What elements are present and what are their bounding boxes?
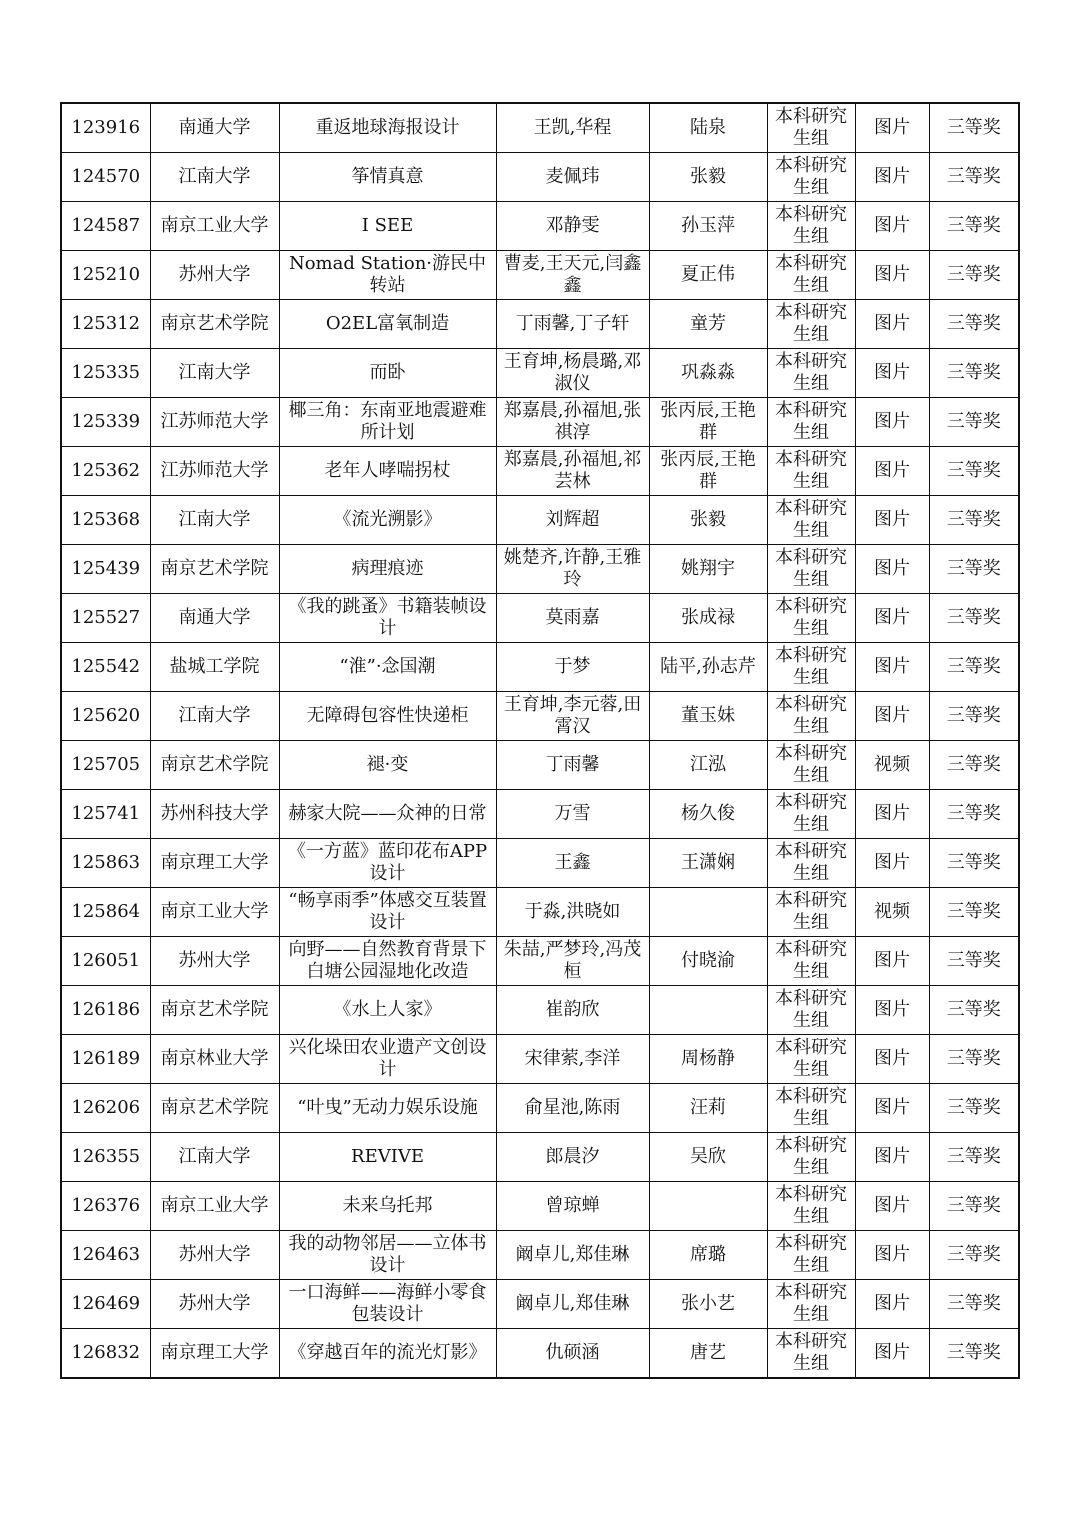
category-cell: 图片 xyxy=(855,447,929,496)
school-cell: 南京艺术学院 xyxy=(150,986,279,1035)
category-cell: 图片 xyxy=(855,594,929,643)
award-cell: 三等奖 xyxy=(929,447,1019,496)
award-cell: 三等奖 xyxy=(929,839,1019,888)
category-cell: 图片 xyxy=(855,202,929,251)
school-cell: 苏州科技大学 xyxy=(150,790,279,839)
group-cell: 本科研究生组 xyxy=(767,447,855,496)
award-cell: 三等奖 xyxy=(929,643,1019,692)
school-cell: 南京艺术学院 xyxy=(150,741,279,790)
group-cell: 本科研究生组 xyxy=(767,398,855,447)
award-cell: 三等奖 xyxy=(929,103,1019,153)
group-cell: 本科研究生组 xyxy=(767,986,855,1035)
group-cell: 本科研究生组 xyxy=(767,300,855,349)
entry-id-cell: 125335 xyxy=(61,349,150,398)
group-cell: 本科研究生组 xyxy=(767,790,855,839)
work-title-cell: “畅享雨季”体感交互装置设计 xyxy=(279,888,496,937)
authors-cell: 朱喆,严梦玲,冯茂桓 xyxy=(496,937,649,986)
advisor-cell: 张成禄 xyxy=(649,594,767,643)
school-cell: 南通大学 xyxy=(150,594,279,643)
work-title-cell: 椰三角：东南亚地震避难所计划 xyxy=(279,398,496,447)
entry-id-cell: 125863 xyxy=(61,839,150,888)
table-row xyxy=(61,545,1019,594)
award-cell: 三等奖 xyxy=(929,1182,1019,1231)
category-cell: 图片 xyxy=(855,103,929,153)
authors-cell: 王凯,华程 xyxy=(496,103,649,153)
group-cell: 本科研究生组 xyxy=(767,1035,855,1084)
work-title-cell: 而卧 xyxy=(279,349,496,398)
work-title-cell: 我的动物邻居——立体书设计 xyxy=(279,1231,496,1280)
advisor-cell: 陆泉 xyxy=(649,103,767,153)
category-cell: 图片 xyxy=(855,1182,929,1231)
authors-cell: 宋律萦,李洋 xyxy=(496,1035,649,1084)
table-row xyxy=(61,300,1019,349)
school-cell: 苏州大学 xyxy=(150,1231,279,1280)
school-cell: 南京工业大学 xyxy=(150,1182,279,1231)
category-cell: 图片 xyxy=(855,300,929,349)
group-cell: 本科研究生组 xyxy=(767,251,855,300)
table-row xyxy=(61,398,1019,447)
entry-id-cell: 125439 xyxy=(61,545,150,594)
school-cell: 苏州大学 xyxy=(150,937,279,986)
school-cell: 江南大学 xyxy=(150,349,279,398)
entry-id-cell: 126376 xyxy=(61,1182,150,1231)
school-cell: 南京理工大学 xyxy=(150,1329,279,1379)
advisor-cell: 江泓 xyxy=(649,741,767,790)
category-cell: 图片 xyxy=(855,1231,929,1280)
school-cell: 南京理工大学 xyxy=(150,839,279,888)
award-cell: 三等奖 xyxy=(929,1329,1019,1379)
group-cell: 本科研究生组 xyxy=(767,594,855,643)
authors-cell: 郑嘉晨,孙福旭,张祺淳 xyxy=(496,398,649,447)
category-cell: 图片 xyxy=(855,1035,929,1084)
work-title-cell: 未来乌托邦 xyxy=(279,1182,496,1231)
advisor-cell: 席璐 xyxy=(649,1231,767,1280)
table-row xyxy=(61,447,1019,496)
entry-id-cell: 125312 xyxy=(61,300,150,349)
entry-id-cell: 125210 xyxy=(61,251,150,300)
category-cell: 图片 xyxy=(855,398,929,447)
work-title-cell: Nomad Station·游民中转站 xyxy=(279,251,496,300)
authors-cell: 崔韵欣 xyxy=(496,986,649,1035)
entry-id-cell: 125542 xyxy=(61,643,150,692)
group-cell: 本科研究生组 xyxy=(767,545,855,594)
school-cell: 江南大学 xyxy=(150,496,279,545)
category-cell: 图片 xyxy=(855,692,929,741)
work-title-cell: 向野——自然教育背景下白塘公园湿地化改造 xyxy=(279,937,496,986)
advisor-cell: 巩淼淼 xyxy=(649,349,767,398)
work-title-cell: 《流光溯影》 xyxy=(279,496,496,545)
category-cell: 视频 xyxy=(855,888,929,937)
entry-id-cell: 125368 xyxy=(61,496,150,545)
award-cell: 三等奖 xyxy=(929,398,1019,447)
award-cell: 三等奖 xyxy=(929,251,1019,300)
award-cell: 三等奖 xyxy=(929,496,1019,545)
entry-id-cell: 125741 xyxy=(61,790,150,839)
awards-table xyxy=(60,102,1020,1379)
advisor-cell: 付晓渝 xyxy=(649,937,767,986)
group-cell: 本科研究生组 xyxy=(767,103,855,153)
authors-cell: 俞星池,陈雨 xyxy=(496,1084,649,1133)
category-cell: 图片 xyxy=(855,839,929,888)
work-title-cell: 老年人哮喘拐杖 xyxy=(279,447,496,496)
work-title-cell: 褪·变 xyxy=(279,741,496,790)
school-cell: 南京艺术学院 xyxy=(150,1084,279,1133)
group-cell: 本科研究生组 xyxy=(767,202,855,251)
advisor-cell: 唐艺 xyxy=(649,1329,767,1379)
table-row xyxy=(61,1133,1019,1182)
group-cell: 本科研究生组 xyxy=(767,888,855,937)
table-row xyxy=(61,153,1019,202)
award-cell: 三等奖 xyxy=(929,545,1019,594)
work-title-cell: 《穿越百年的流光灯影》 xyxy=(279,1329,496,1379)
table-row xyxy=(61,643,1019,692)
work-title-cell: 无障碍包容性快递柜 xyxy=(279,692,496,741)
category-cell: 图片 xyxy=(855,1329,929,1379)
category-cell: 图片 xyxy=(855,496,929,545)
category-cell: 图片 xyxy=(855,643,929,692)
entry-id-cell: 126206 xyxy=(61,1084,150,1133)
authors-cell: 曹麦,王天元,闫鑫鑫 xyxy=(496,251,649,300)
work-title-cell: 兴化垛田农业遗产文创设计 xyxy=(279,1035,496,1084)
award-cell: 三等奖 xyxy=(929,790,1019,839)
advisor-cell xyxy=(649,986,767,1035)
school-cell: 江苏师范大学 xyxy=(150,447,279,496)
group-cell: 本科研究生组 xyxy=(767,1084,855,1133)
school-cell: 南京艺术学院 xyxy=(150,300,279,349)
award-cell: 三等奖 xyxy=(929,1280,1019,1329)
school-cell: 江苏师范大学 xyxy=(150,398,279,447)
group-cell: 本科研究生组 xyxy=(767,496,855,545)
award-cell: 三等奖 xyxy=(929,153,1019,202)
work-title-cell: 一口海鲜——海鲜小零食包装设计 xyxy=(279,1280,496,1329)
entry-id-cell: 126186 xyxy=(61,986,150,1035)
work-title-cell: 《我的跳蚤》书籍装帧设计 xyxy=(279,594,496,643)
table-row xyxy=(61,986,1019,1035)
authors-cell: 郑嘉晨,孙福旭,祁芸林 xyxy=(496,447,649,496)
award-cell: 三等奖 xyxy=(929,1084,1019,1133)
authors-cell: 王鑫 xyxy=(496,839,649,888)
award-cell: 三等奖 xyxy=(929,202,1019,251)
table-row xyxy=(61,888,1019,937)
table-row xyxy=(61,1035,1019,1084)
advisor-cell xyxy=(649,888,767,937)
table-row xyxy=(61,692,1019,741)
category-cell: 图片 xyxy=(855,937,929,986)
award-cell: 三等奖 xyxy=(929,1035,1019,1084)
award-cell: 三等奖 xyxy=(929,692,1019,741)
entry-id-cell: 126463 xyxy=(61,1231,150,1280)
category-cell: 图片 xyxy=(855,153,929,202)
school-cell: 南京林业大学 xyxy=(150,1035,279,1084)
school-cell: 苏州大学 xyxy=(150,1280,279,1329)
entry-id-cell: 124587 xyxy=(61,202,150,251)
entry-id-cell: 126832 xyxy=(61,1329,150,1379)
work-title-cell: 重返地球海报设计 xyxy=(279,103,496,153)
group-cell: 本科研究生组 xyxy=(767,153,855,202)
school-cell: 盐城工学院 xyxy=(150,643,279,692)
table-row xyxy=(61,1231,1019,1280)
category-cell: 图片 xyxy=(855,349,929,398)
category-cell: 图片 xyxy=(855,986,929,1035)
authors-cell: 刘辉超 xyxy=(496,496,649,545)
award-cell: 三等奖 xyxy=(929,349,1019,398)
authors-cell: 郎晨汐 xyxy=(496,1133,649,1182)
entry-id-cell: 125339 xyxy=(61,398,150,447)
school-cell: 南京工业大学 xyxy=(150,202,279,251)
work-title-cell: 赫家大院——众神的日常 xyxy=(279,790,496,839)
advisor-cell: 董玉妹 xyxy=(649,692,767,741)
category-cell: 图片 xyxy=(855,1133,929,1182)
award-cell: 三等奖 xyxy=(929,888,1019,937)
table-row xyxy=(61,1182,1019,1231)
advisor-cell: 张毅 xyxy=(649,153,767,202)
group-cell: 本科研究生组 xyxy=(767,1280,855,1329)
award-cell: 三等奖 xyxy=(929,594,1019,643)
category-cell: 图片 xyxy=(855,251,929,300)
table-row xyxy=(61,349,1019,398)
advisor-cell: 汪莉 xyxy=(649,1084,767,1133)
advisor-cell: 夏正伟 xyxy=(649,251,767,300)
category-cell: 图片 xyxy=(855,790,929,839)
group-cell: 本科研究生组 xyxy=(767,1133,855,1182)
entry-id-cell: 125864 xyxy=(61,888,150,937)
award-cell: 三等奖 xyxy=(929,1133,1019,1182)
school-cell: 江南大学 xyxy=(150,1133,279,1182)
advisor-cell: 孙玉萍 xyxy=(649,202,767,251)
entry-id-cell: 125620 xyxy=(61,692,150,741)
entry-id-cell: 124570 xyxy=(61,153,150,202)
group-cell: 本科研究生组 xyxy=(767,349,855,398)
work-title-cell: “淮”·念国潮 xyxy=(279,643,496,692)
authors-cell: 阚卓儿,郑佳琳 xyxy=(496,1280,649,1329)
category-cell: 图片 xyxy=(855,1084,929,1133)
advisor-cell: 杨久俊 xyxy=(649,790,767,839)
work-title-cell: 《水上人家》 xyxy=(279,986,496,1035)
advisor-cell: 周杨静 xyxy=(649,1035,767,1084)
school-cell: 江南大学 xyxy=(150,692,279,741)
advisor-cell: 吴欣 xyxy=(649,1133,767,1182)
work-title-cell: REVIVE xyxy=(279,1133,496,1182)
group-cell: 本科研究生组 xyxy=(767,1231,855,1280)
advisor-cell: 张丙辰,王艳群 xyxy=(649,447,767,496)
authors-cell: 麦佩玮 xyxy=(496,153,649,202)
school-cell: 南京工业大学 xyxy=(150,888,279,937)
advisor-cell: 陆平,孙志芹 xyxy=(649,643,767,692)
advisor-cell xyxy=(649,1182,767,1231)
work-title-cell: “叶曳”无动力娱乐设施 xyxy=(279,1084,496,1133)
school-cell: 苏州大学 xyxy=(150,251,279,300)
award-cell: 三等奖 xyxy=(929,300,1019,349)
table-row xyxy=(61,496,1019,545)
school-cell: 江南大学 xyxy=(150,153,279,202)
category-cell: 图片 xyxy=(855,545,929,594)
award-cell: 三等奖 xyxy=(929,741,1019,790)
table-row xyxy=(61,790,1019,839)
advisor-cell: 张毅 xyxy=(649,496,767,545)
work-title-cell: O2EL富氧制造 xyxy=(279,300,496,349)
authors-cell: 于梦 xyxy=(496,643,649,692)
authors-cell: 王育坤,李元蓉,田霄汉 xyxy=(496,692,649,741)
authors-cell: 于淼,洪晓如 xyxy=(496,888,649,937)
award-cell: 三等奖 xyxy=(929,1231,1019,1280)
school-cell: 南通大学 xyxy=(150,103,279,153)
entry-id-cell: 125527 xyxy=(61,594,150,643)
category-cell: 视频 xyxy=(855,741,929,790)
award-cell: 三等奖 xyxy=(929,986,1019,1035)
table-row xyxy=(61,937,1019,986)
entry-id-cell: 126469 xyxy=(61,1280,150,1329)
authors-cell: 仇硕涵 xyxy=(496,1329,649,1379)
group-cell: 本科研究生组 xyxy=(767,839,855,888)
table-row xyxy=(61,1084,1019,1133)
advisor-cell: 王潇娴 xyxy=(649,839,767,888)
table-row xyxy=(61,202,1019,251)
advisor-cell: 姚翔宇 xyxy=(649,545,767,594)
table-row xyxy=(61,839,1019,888)
authors-cell: 丁雨馨 xyxy=(496,741,649,790)
entry-id-cell: 123916 xyxy=(61,103,150,153)
work-title-cell: 病理痕迹 xyxy=(279,545,496,594)
authors-cell: 王育坤,杨晨璐,邓淑仪 xyxy=(496,349,649,398)
table-row xyxy=(61,103,1019,153)
advisor-cell: 张小艺 xyxy=(649,1280,767,1329)
authors-cell: 丁雨馨,丁子轩 xyxy=(496,300,649,349)
group-cell: 本科研究生组 xyxy=(767,692,855,741)
advisor-cell: 张丙辰,王艳群 xyxy=(649,398,767,447)
group-cell: 本科研究生组 xyxy=(767,643,855,692)
entry-id-cell: 126051 xyxy=(61,937,150,986)
table-row xyxy=(61,251,1019,300)
group-cell: 本科研究生组 xyxy=(767,741,855,790)
table-row xyxy=(61,1329,1019,1379)
entry-id-cell: 125362 xyxy=(61,447,150,496)
category-cell: 图片 xyxy=(855,1280,929,1329)
work-title-cell: I SEE xyxy=(279,202,496,251)
school-cell: 南京艺术学院 xyxy=(150,545,279,594)
authors-cell: 邓静雯 xyxy=(496,202,649,251)
table-row xyxy=(61,1280,1019,1329)
authors-cell: 姚楚齐,许静,王雅玲 xyxy=(496,545,649,594)
table-body xyxy=(61,103,1019,1378)
entry-id-cell: 126355 xyxy=(61,1133,150,1182)
group-cell: 本科研究生组 xyxy=(767,1182,855,1231)
work-title-cell: 《一方蓝》蓝印花布APP设计 xyxy=(279,839,496,888)
entry-id-cell: 126189 xyxy=(61,1035,150,1084)
group-cell: 本科研究生组 xyxy=(767,1329,855,1379)
work-title-cell: 筝情真意 xyxy=(279,153,496,202)
advisor-cell: 童芳 xyxy=(649,300,767,349)
table-row xyxy=(61,594,1019,643)
authors-cell: 曾琼蝉 xyxy=(496,1182,649,1231)
authors-cell: 阚卓儿,郑佳琳 xyxy=(496,1231,649,1280)
award-cell: 三等奖 xyxy=(929,937,1019,986)
table-row xyxy=(61,741,1019,790)
entry-id-cell: 125705 xyxy=(61,741,150,790)
group-cell: 本科研究生组 xyxy=(767,937,855,986)
authors-cell: 万雪 xyxy=(496,790,649,839)
authors-cell: 莫雨嘉 xyxy=(496,594,649,643)
